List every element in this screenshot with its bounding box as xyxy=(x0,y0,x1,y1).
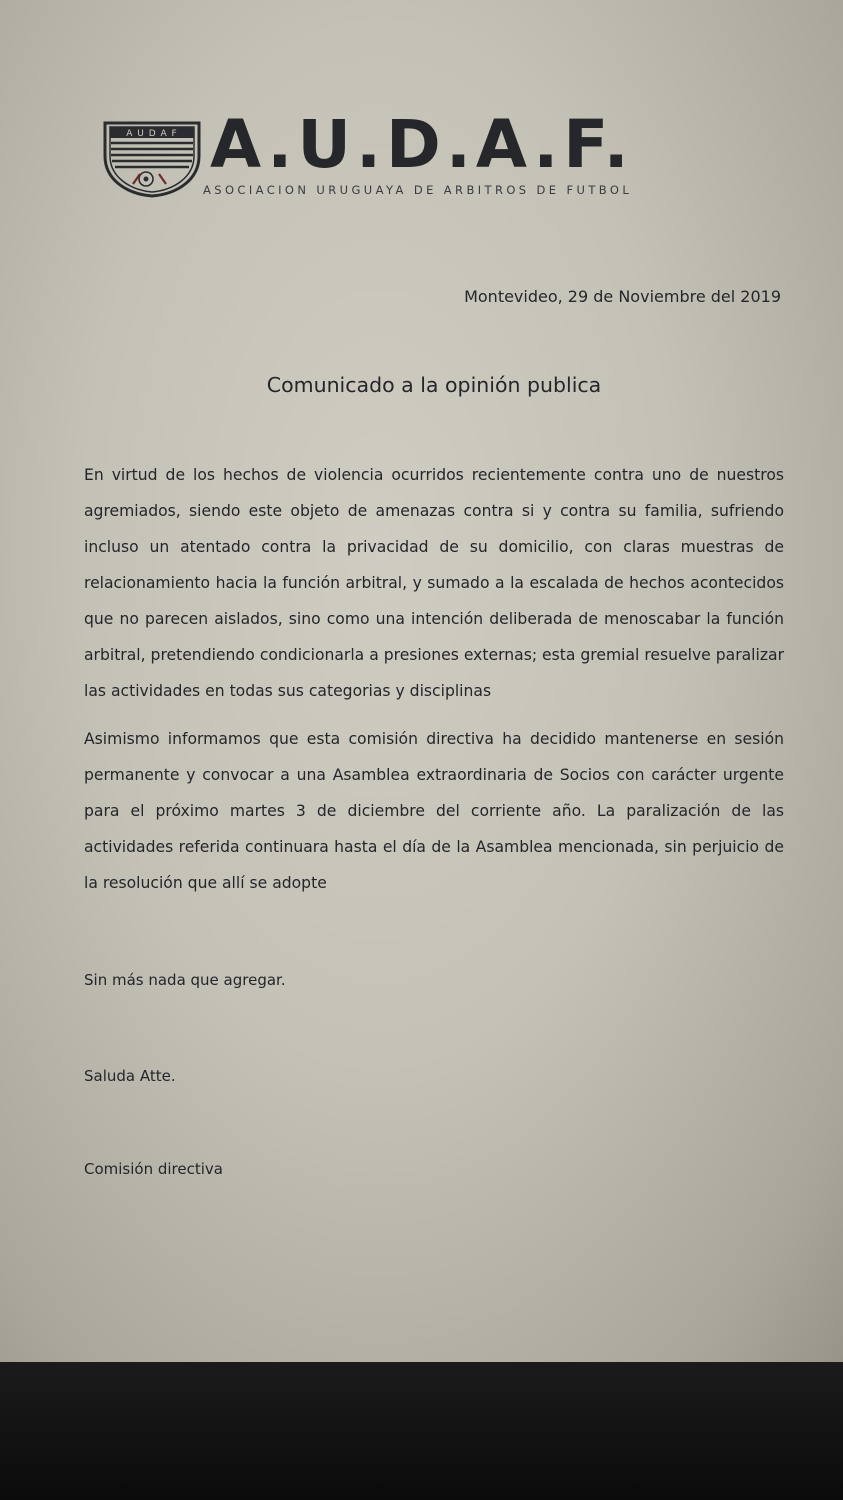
dark-background xyxy=(0,1362,843,1500)
body-paragraph-2: Asimismo informamos que esta comisión directiva ha decidido mantenerse en sesión permanente y convocar a una Asamblea extraordinaria de Socios con carácter urgente para el próximo martes 3 de diciembre del corriente año. La paralización de las actividades referida continuara hasta el día de la Asamblea mencionada, sin perjuicio de la resolución que allí se adopte xyxy=(84,730,784,892)
letterhead-full-name: ASOCIACION URUGUAYA DE ARBITROS DE FUTBOL xyxy=(203,183,633,197)
logo-lettering: A U D A F xyxy=(126,129,178,139)
body-paragraph-1: En virtud de los hechos de violencia ocurridos recientemente contra uno de nuestros agremiados, siendo este objeto de amenazas contra si y contra su familia, sufriendo incluso un atentado contra la privacidad de su domicilio, con claras muestras de relacionamiento hacia la función arbitral, y sumado a la escalada de hechos acontecidos que no parecen aislados, sino como una intención deliberada de menoscabar la función arbitral, pretendiendo condicionarla a presiones externas; esta gremial resuelve paralizar las actividades en todas sus categorias y disciplinas xyxy=(84,466,784,700)
signature-line: Comisión directiva xyxy=(84,1160,223,1178)
letter-title: Comunicado a la opinión publica xyxy=(266,373,602,397)
letterhead-acronym: A.U.D.A.F. xyxy=(210,106,634,183)
letter-date: Montevideo, 29 de Noviembre del 2019 xyxy=(464,287,781,306)
closing-line: Sin más nada que agregar. xyxy=(84,971,286,989)
greeting-line: Saluda Atte. xyxy=(84,1067,176,1085)
audaf-shield-logo xyxy=(102,120,202,198)
